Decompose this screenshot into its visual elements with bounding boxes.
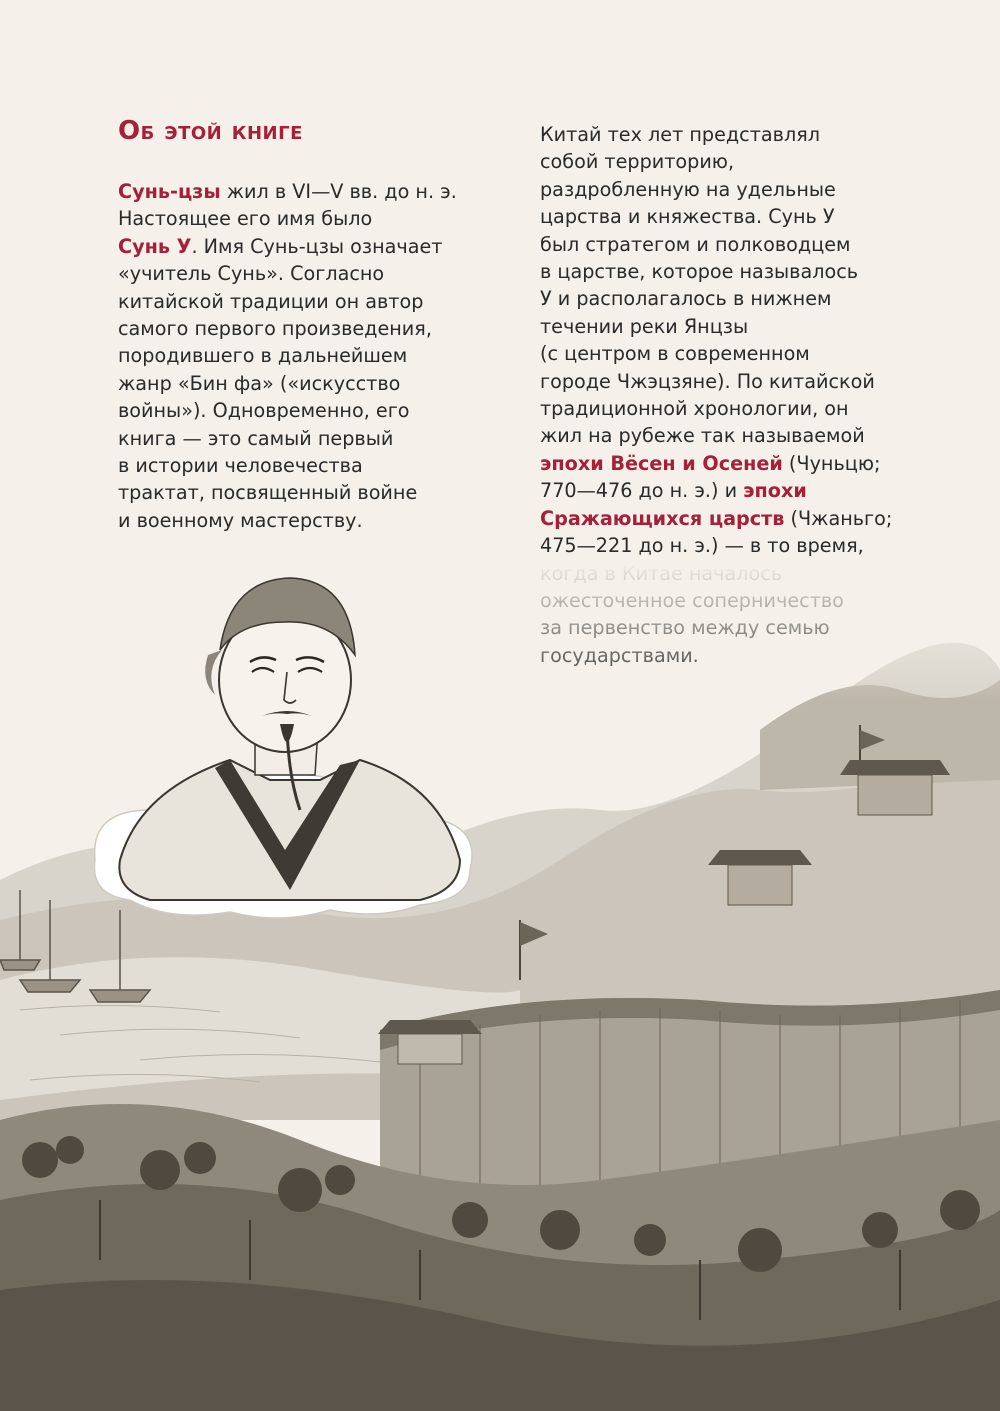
text-segment: У и располагалось в нижнем — [540, 287, 832, 311]
text-line — [540, 285, 900, 312]
text-line — [118, 479, 478, 506]
text-line — [118, 260, 478, 287]
left-text-column — [118, 178, 478, 534]
text-segment: раздробленную на удельные — [540, 177, 836, 201]
text-segment: жил в VI—V вв. до н. э. — [220, 180, 457, 203]
text-line — [540, 532, 900, 559]
text-line — [540, 148, 900, 175]
text-line — [118, 233, 478, 260]
text-segment: и военному мастерству. — [118, 508, 363, 532]
text-segment: жил на рубеже так называемой — [540, 424, 865, 448]
text-segment: трактат, посвященный войне — [118, 481, 418, 505]
text-line — [540, 176, 900, 203]
text-line — [540, 203, 900, 230]
text-line — [118, 315, 478, 342]
text-segment: (Чжаньго; — [784, 506, 893, 530]
text-segment: Китай тех лет представлял — [540, 123, 821, 146]
text-segment: Настоящее его имя было — [118, 207, 373, 231]
text-line — [540, 368, 900, 395]
text-segment: был стратегом и полководцем — [540, 232, 851, 256]
text-line — [118, 452, 478, 479]
text-segment: . Имя Сунь-цзы означает — [191, 234, 443, 258]
text-segment: 475—221 до н. э.) — в то время, — [540, 534, 864, 558]
text-line — [118, 288, 478, 315]
text-line — [540, 258, 900, 285]
text-segment: книга — это самый первый — [118, 426, 394, 450]
text-line — [540, 450, 900, 477]
text-segment: городе Чжэцзяне). По китайской — [540, 369, 875, 393]
text-segment: жанр «Бин фа» («искусство — [118, 371, 401, 395]
text-line — [540, 231, 900, 258]
text-segment: «учитель Сунь». Согласно — [118, 262, 385, 286]
text-line — [118, 507, 478, 534]
text-segment: 770—476 до н. э.) и — [540, 479, 744, 503]
highlighted-term: Сунь У — [118, 234, 192, 258]
text-segment: царства и княжества. Сунь У — [540, 205, 835, 229]
highlighted-term: эпохи Вёсен и Осеней — [540, 451, 783, 475]
text-line — [540, 313, 900, 340]
text-segment: в царстве, которое называлось — [540, 260, 859, 284]
text-line — [118, 370, 478, 397]
text-line — [118, 425, 478, 452]
text-segment: китайской традиции он автор — [118, 289, 424, 313]
text-segment: течении реки Янцзы — [540, 314, 749, 338]
text-line — [540, 395, 900, 422]
text-segment: в истории человечества — [118, 454, 363, 478]
text-line — [540, 477, 900, 504]
page-title: Об этой книге — [118, 116, 303, 146]
text-line — [540, 121, 900, 148]
highlighted-term: Сунь-цзы — [118, 180, 221, 203]
highlighted-term: эпохи — [743, 479, 807, 503]
text-segment: традиционной хронологии, он — [540, 397, 849, 421]
text-line — [118, 178, 478, 205]
text-segment: породившего в дальнейшем — [118, 344, 408, 368]
text-segment: войны»). Одновременно, его — [118, 399, 410, 423]
text-segment: собой территорию, — [540, 150, 735, 174]
text-line — [540, 422, 900, 449]
illustration — [0, 560, 1000, 1411]
text-line — [540, 505, 900, 532]
text-segment: самого первого произведения, — [118, 317, 432, 341]
text-line — [118, 205, 478, 232]
text-line — [540, 340, 900, 367]
text-line — [118, 397, 478, 424]
text-segment: (Чуньцю; — [782, 451, 881, 475]
text-line — [118, 342, 478, 369]
highlighted-term: Сражающихся царств — [540, 506, 785, 530]
text-segment: (с центром в современном — [540, 342, 810, 366]
